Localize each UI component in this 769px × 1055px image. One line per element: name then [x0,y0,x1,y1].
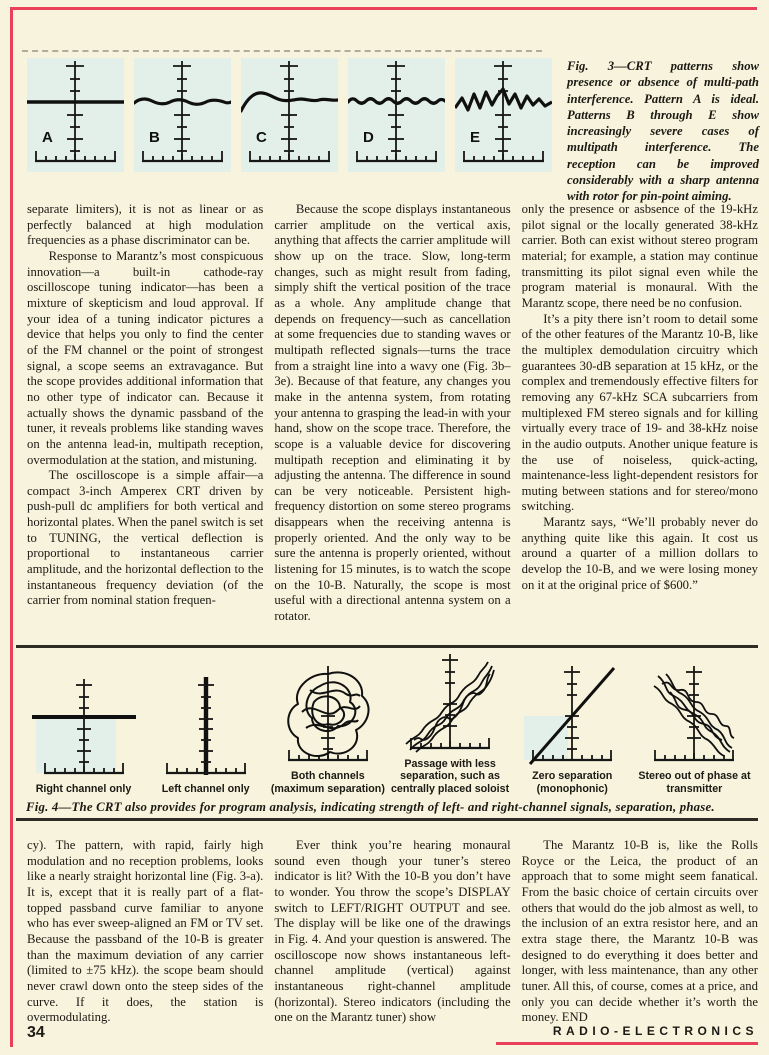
figure-4-patterns [16,648,758,795]
column-3 [522,202,758,654]
magazine-name: RADIO-ELECTRONICS [552,1024,758,1038]
crt-screen-c-icon [241,58,338,172]
graticule [654,666,734,760]
figure-3-caption: Fig. 3—CRT patterns show presence or absence of multi-path interference. Pattern A is ideal. Patterns B through E show increasingly severe cases of multipath interference. The reception can be improved considerably with a sharp antenna with rotor for pin-point aiming. [567,59,759,204]
crt-pattern-c [241,58,338,172]
panel-letter: D [363,129,374,146]
panel-letter: C [256,129,267,146]
figure-3 [27,58,759,205]
graticule [410,654,490,748]
article-bottom-columns [27,838,758,1038]
pattern-label: Stereo out of phase at transmitter [638,770,751,795]
figure-4-caption: Fig. 4—The CRT also provides for program analysis, indicating strength of left- and right-channel signals, separation, phase. [26,799,715,814]
red-left-rule [10,7,13,1047]
scope-antidiagonal-scribble-icon [642,664,746,768]
pattern-right-channel-only [24,677,143,795]
crt-screen-d-icon [348,58,445,172]
panel-letter: B [149,129,160,146]
crt-screen-b-icon [134,58,231,172]
pattern-zero-separation [513,664,632,795]
pattern-label: Zero separation (monophonic) [532,770,613,795]
pattern-label: Passage with less separation, such as centrally placed soloist [390,758,510,795]
magazine-red-underline [496,1042,758,1045]
pattern-less-separation [391,652,510,795]
pattern-both-channels [268,664,387,795]
pattern-label: Right channel only [35,782,132,795]
article-top-columns [27,202,758,654]
crt-pattern-a [27,58,124,172]
column-2 [274,838,510,1038]
pattern-label: Both channels (maximum separation) [270,770,385,795]
pattern-out-of-phase [635,664,754,795]
figure-4 [16,645,758,821]
crt-pattern-e [455,58,552,172]
crt-screen-e-icon [455,58,552,172]
scope-right-channel-icon [32,677,136,781]
column-1 [27,838,263,1038]
paragraph: Because the scope displays instantaneous carrier amplitude on the vertical axis, anything that affects the carrier amplitude will show up on the trace. Slow, long-term changes, such as might result from fading, simply shift the vertical position of the trace as a whole. Any amplitude change that depends on frequency—such as cancellation at some frequencies due to standing waves or multipath reflected signals—turns the trace from a straight line into a wavy one (Fig. 3b–3e). Because of that feature, any changes you make in the antenna system, from rotating your antenna to grasping the lead-in with your hand, show on the scope trace. Therefore, the scope is a valuable device for discovering multipath reception and eliminating it by adjusting the antenna. The difference in sound can be very noticeable. Persistent high-frequency distortion on some stereo programs disappears when the receiving antenna is properly oriented. And the only way to be sure the antenna is properly oriented, without listening for 15 minutes, is to watch the scope on the 10-B. Naturally, the scope is most useful with a directional antenna system on a rotator. [274,202,511,624]
paragraph: The Marantz 10-B is, like the Rolls Royce or the Leica, the product of an approach that to some might seem fanatical. From the basic choice of certain circuits over others that would do the job almost as well, to the inclusion of an extra resistor here, and an extra stage there, the Marantz 10-B was designed to do everything it does better and longer, with less maintenance, than any other tuner. All this, of course, comes at a price, and only you can decide whether it’s worth the money. END [521,838,758,1025]
column-3 [522,838,758,1038]
crt-pattern-b [134,58,231,172]
paragraph: Marantz says, “We’ll probably never do anything quite like this again. It cost us around a quarter of a million dollars to develop the 10-B, and we were losing money on it at the original price of $600.” [521,515,758,592]
crt-screen-a-icon [27,58,124,172]
paragraph: separate limiters), it is not as linear or as perfectly balanced at high modulation frequencies as a phase discriminator can be. [27,202,264,248]
paragraph: The oscilloscope is a simple affair—a compact 3-inch Amperex CRT driven by push-pull dc amplifiers for both vertical and horizontal plates. When the panel switch is set to TUNING, the vertical deflection is proportional to instantaneous carrier amplitude, and the horizontal deflection to the instantaneous frequency deviation (of the carrier from nominal station frequen- [27,468,264,608]
pattern-left-channel-only [146,677,265,795]
pattern-label: Left channel only [161,782,250,795]
page-number: 34 [27,1024,45,1041]
scope-diagonal-line-icon [520,664,624,768]
scope-diagonal-scribble-icon [398,652,502,756]
paragraph: cy). The pattern, with rapid, fairly high modulation and no reception problems, looks like a nearly straight horizontal line (Fig. 3-a). It is, except that it is really part of a flat-topped passband curve familiar to anyone who has ever sweep-aligned an FM or TV set. Because the passband of the 10-B is greater than the maximum deviation of any carrier (limited to ±75 kHz). the scope beam should never crawl down onto the steep sides of the curve. If it does, the station is overmodulating. [27,838,264,1025]
paragraph: Ever think you’re hearing monaural sound even though your tuner’s stereo indicator is lit? With the 10-B you don’t have to wonder. You throw the scope’s DISPLAY switch to LEFT/RIGHT OUTPUT and see. The display will be like one of the drawings in Fig. 4. And your question is answered. The oscilloscope now shows instantaneous left-channel amplitude (vertical) against instantaneous right-channel amplitude (horizontal). Stereo indicators (including the one on the Marantz tuner) show [274,838,511,1025]
panel-letter: E [470,129,481,146]
scope-scribble-ball-icon [276,664,380,768]
column-2 [274,202,510,654]
scope-left-channel-icon [154,677,258,781]
crt-pattern-d [348,58,445,172]
print-artifact-rule [22,50,542,52]
magazine-name-block [496,1024,758,1045]
column-1 [27,202,263,654]
paragraph: Response to Marantz’s most conspicuous innovation—a built-in cathode-ray oscilloscope tuning indicator—has been a mixture of skepticism and loud approval. If your idea of a tuning indicator pictures a device that helps you only to find the center of the FM channel or the point of strongest signal, a scope seems an extravagance. But the scope provides additional information that no other type of indicator can. Because it actually shows the dynamic passband of the tuner, it reveals problems like standing waves on the antenna lead-in, multipath reception, overmodulation at the station, and mistuning. [27,248,264,467]
red-top-rule [10,7,757,10]
figure-4-bottom-rule [16,818,758,821]
paragraph: only the presence or asbsence of the 19-kHz pilot signal or the locally generated 38-kHz carrier. Both can exist without stereo program material; for example, a station may continue transmitting its pilot signal even while the program material is monaural. With the Marantz scope, there need be no confusion. [521,202,758,310]
panel-letter: A [42,129,53,146]
paragraph: It’s a pity there isn’t room to detail some of the other features of the Marantz 10-B, like the multiplex demodulation circuitry which guarantees 30-dB separation at 15 kHz, or the complex and tremendously effective filters for removing any 67-kHz SCA subcarriers from multiplexed FM stereo signals and for killing virtually every trace of 19- and 38-kHz noise in the audio outputs. Another unique feature is the use of noiseless, quick-acting, maintenance-less light-dependent resistors for muting between stations and for stereo/mono switching. [521,311,758,514]
page-footer [27,1024,758,1045]
